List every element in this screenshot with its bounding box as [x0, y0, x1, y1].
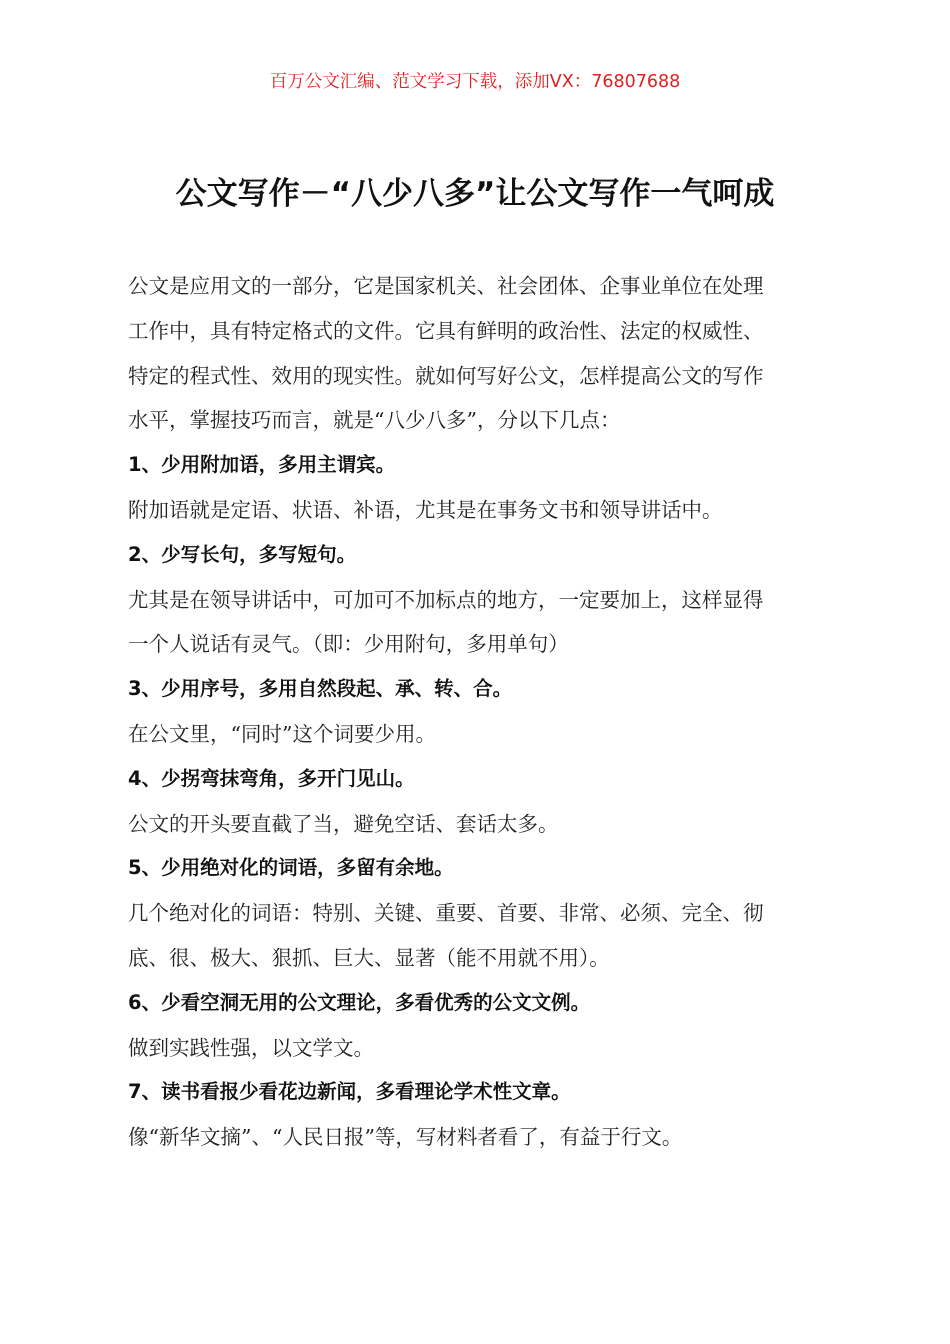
- intro-line: 水平，掌握技巧而言，就是“八少八多”，分以下几点：: [128, 408, 621, 433]
- intro-line: 公文是应用文的一部分，它是国家机关、社会团体、企事业单位在处理: [128, 274, 764, 298]
- section-heading-3: 3、少用序号，多用自然段起、承、转、合。: [128, 677, 513, 701]
- section-text-6: 做到实践性强，以文学文。: [128, 1035, 374, 1060]
- intro-line: 工作中，具有特定格式的文件。它具有鲜明的政治性、法定的权威性、: [128, 318, 764, 343]
- section-text-5: 底、很、极大、狠抓、巨大、显著（能不用就不用）。: [128, 945, 610, 970]
- section-heading-2: 2、少写长句，多写短句。: [128, 542, 357, 566]
- section-text-7: 像“新华文摘”、“人民日报”等，写材料者看了，有益于行文。: [128, 1125, 683, 1150]
- section-text-5: 几个绝对化的词语：特别、关键、重要、首要、非常、必须、完全、彻: [128, 901, 764, 926]
- section-heading-6: 6、少看空洞无用的公文理论，多看优秀的公文文例。: [128, 990, 591, 1014]
- section-heading-7: 7、读书看报少看花边新闻，多看理论学术性文章。: [128, 1080, 571, 1104]
- section-text-1: 附加语就是定语、状语、补语，尤其是在事务文书和领导讲话中。: [128, 497, 723, 522]
- section-heading-5: 5、少用绝对化的词语，多留有余地。: [128, 856, 454, 880]
- section-heading-1: 1、少用附加语，多用主谓宾。: [128, 453, 396, 477]
- document-title: 公文写作－“八少八多”让公文写作一气呵成: [175, 176, 775, 212]
- watermark-header: 百万公文汇编、范文学习下载，添加VX：76807688: [269, 72, 681, 92]
- section-heading-4: 4、少拐弯抹弯角，多开门见山。: [128, 766, 415, 790]
- section-text-2: 一个人说话有灵气。（即：少用附句，多用单句）: [128, 632, 569, 657]
- intro-line: 特定的程式性、效用的现实性。就如何写好公文，怎样提高公文的写作: [128, 363, 764, 388]
- section-text-2: 尤其是在领导讲话中，可加可不加标点的地方，一定要加上，这样显得: [128, 587, 764, 612]
- document-body: [128, 264, 832, 1160]
- section-text-4: 公文的开头要直截了当，避免空话、套话太多。: [128, 811, 559, 836]
- section-text-3: 在公文里，“同时”这个词要少用。: [128, 721, 436, 746]
